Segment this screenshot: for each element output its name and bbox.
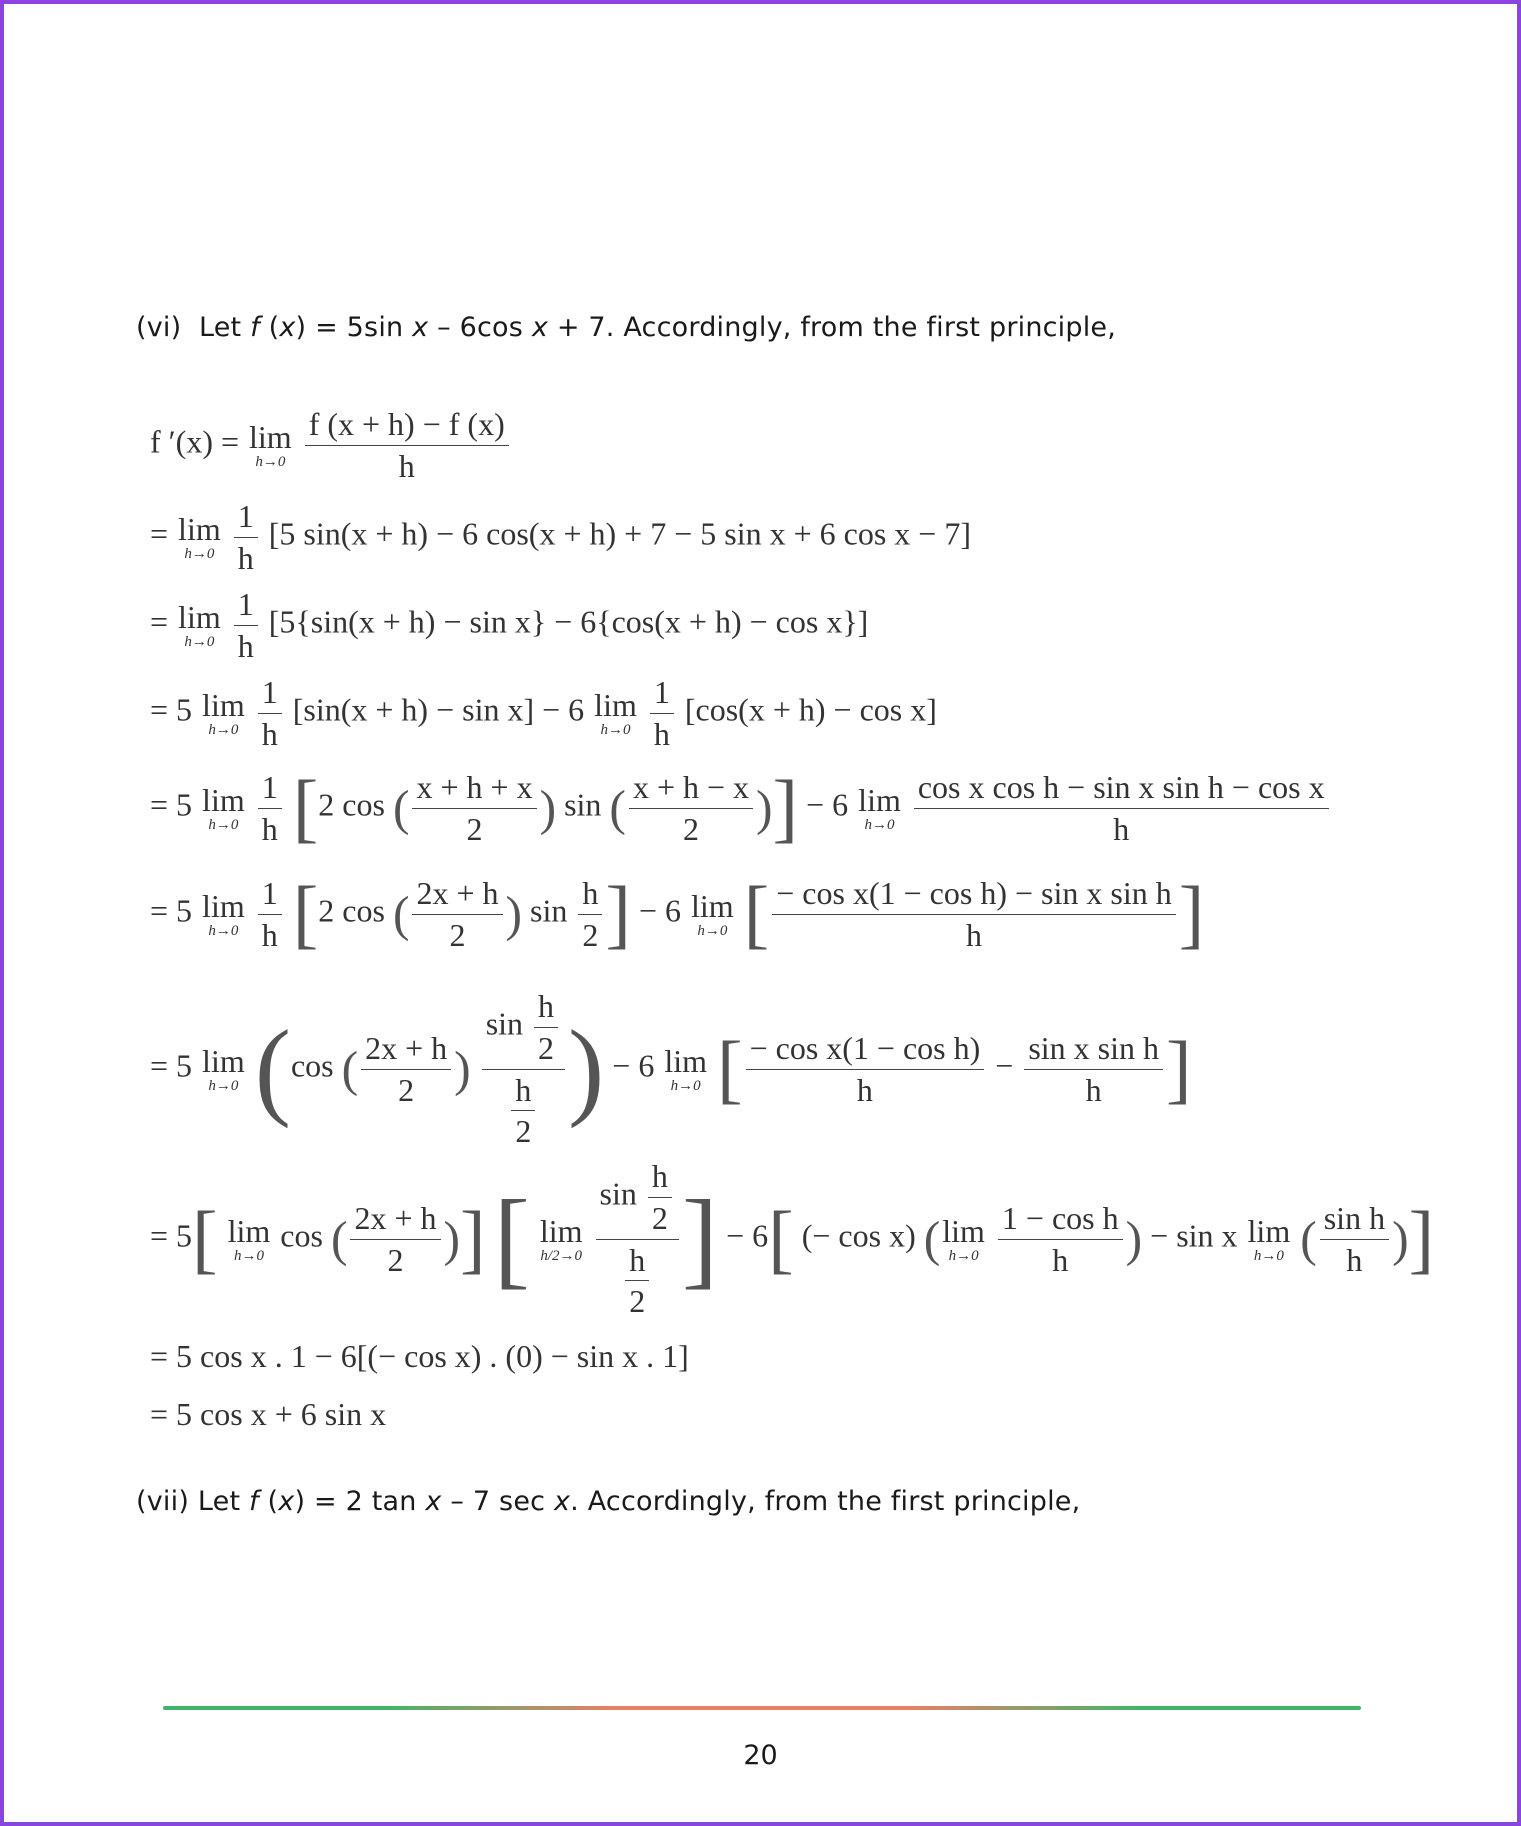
derivation-line-5: = 5 lim h→0 $\frac{1}{h}$ [2 cos ( $\frac{x + h + x}{2}$ ) sin ( $\frac{x + h - x}{2}$ )] − 6 lim h→0 $\frac{\text{cos x cos h − sin x sin h − cos x}}{h}$ (150, 764, 1332, 852)
derivation-line-3: = lim h→0 $\frac{1}{h}$ [5{sin(x + h) − sin x} − 6{cos(x + h) − cos x}] (150, 586, 869, 664)
derivation-line-2: = lim h→0 $\frac{1}{h}$ [5 sin(x + h) − 6 cos(x + h) + 7 − 5 sin x + 6 cos x − 7] (150, 498, 971, 576)
derivation-line-1: f ′(x) = lim h→0 $\frac{f (x + h) - f (x)}{h}$ (150, 406, 512, 485)
derivation-line-6: = 5 lim h→0 $\frac{1}{h}$ [2 cos ( $\frac{2x + h}{2}$ ) sin $\frac{h}{2}$ ] − 6 lim h→0 [ $\frac{\text{− cos x(1 − cos h) − sin x sin h}}{h}$ ] (150, 871, 1205, 956)
footer-divider (163, 1706, 1361, 1710)
derivation-line-10: = 5 cos x + 6 sin x (150, 1396, 387, 1432)
derivation-line-7: = 5 lim h→0 (cos ( $\frac{2x + h}{2}$ ) sin $\frac{h}{2}$ $\frac{h}{2}$ ) − 6 lim h→0 [ $\frac{\text{− cos x(1 − cos h)}}{h}$ − $\frac{\text{sin x sin h}}{h}$ ] (150, 988, 1192, 1150)
page-number: 20 (743, 1740, 778, 1771)
paragraph-vi: (vi) Let f (x) = 5sin x – 6cos x + 7. Accordingly, from the first principle, (136, 312, 1117, 343)
derivation-line-9: = 5 cos x . 1 − 6[(− cos x) . (0) − sin x . 1] (150, 1338, 689, 1374)
derivation-line-8: = 5[ lim h→0 cos ( $\frac{2x + h}{2}$ )] [ lim h/2→0 sin $\frac{h}{2}$ $\frac{h}{2}$ ] − 6[ (− cos x) ( lim h→0 $\frac{\text{1 − cos h}}{h}$ ) − sin x lim h→0 ( $\frac{\text{sin h}}{h}$ )] (150, 1158, 1435, 1320)
paragraph-vii: (vii) Let f (x) = 2 tan x – 7 sec x. Accordingly, from the first principle, (136, 1486, 1081, 1517)
derivation-line-4: = 5 lim h→0 $\frac{1}{h}$ [sin(x + h) − sin x] − 6 lim h→0 $\frac{1}{h}$ [cos(x + h) − cos x] (150, 674, 937, 752)
